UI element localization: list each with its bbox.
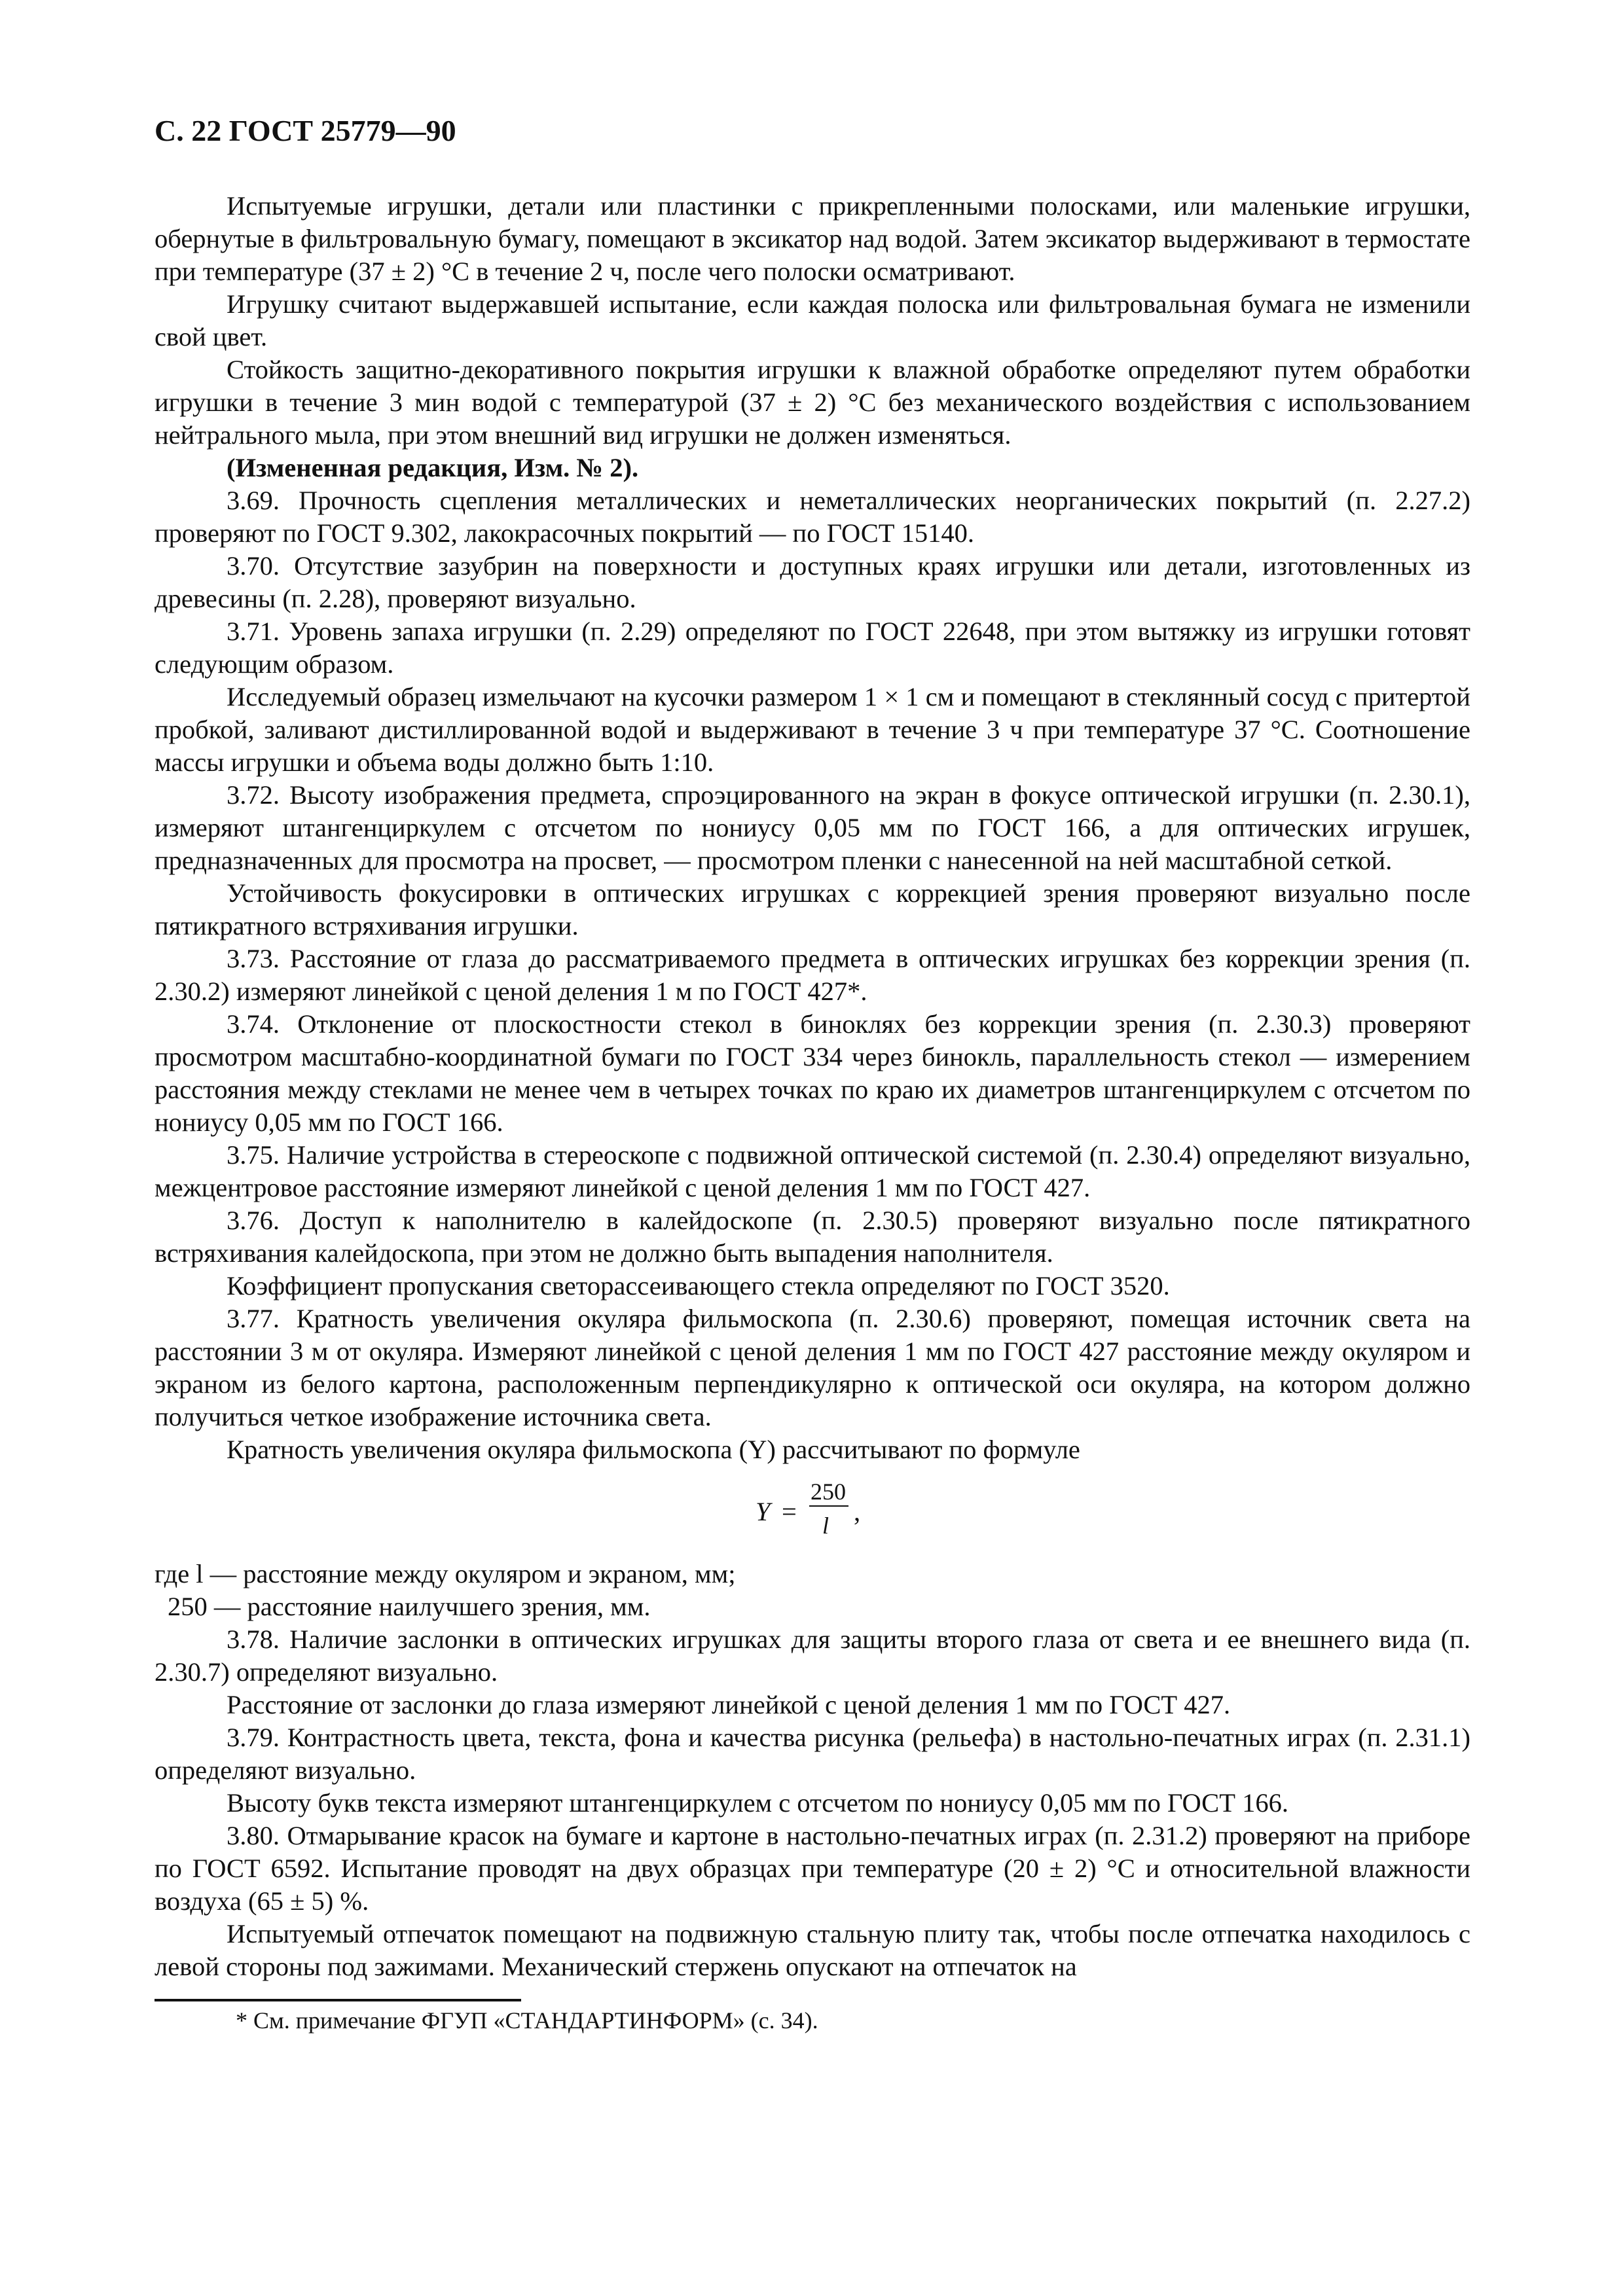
amendment-note-text: (Измененная редакция, Изм. № 2). (227, 453, 639, 482)
formula-legend-line: где l — расстояние между окуляром и экраном, мм; (155, 1559, 736, 1588)
magnification-formula (155, 1469, 1470, 1555)
formula-lhs: Y (756, 1497, 771, 1526)
clause-3-70: 3.70. Отсутствие зазубрин на поверхности и доступных краях игрушки или детали, изготовленных из древесины (п. 2.28), проверяют визуально. (155, 551, 1470, 613)
clause-3-79: 3.79. Контрастность цвета, текста, фона и качества рисунка (рельефа) в настольно-печатных играх (п. 2.31.1) определяют визуально. (155, 1723, 1470, 1785)
clause-3-74: 3.74. Отклонение от плоскостности стекол в биноклях без коррекции зрения (п. 2.30.3) проверяют просмотром масштабно-координатной бумаги по ГОСТ 334 через бинокль, параллельность стекол — измерением расстояния между стеклами не менее чем в четырех точках по краю их диаметров штангенциркулем с отсчетом по нониусу 0,05 мм по ГОСТ 166. (155, 1009, 1470, 1137)
paragraph: Испытуемый отпечаток помещают на подвижную стальную плиту так, чтобы после отпечатка находилось с левой стороны под зажимами. Механический стержень опускают на отпечаток на (155, 1919, 1470, 1981)
clause-3-80: 3.80. Отмарывание красок на бумаге и картоне в настольно-печатных играх (п. 2.31.2) проверяют на приборе по ГОСТ 6592. Испытание проводят на двух образцах при температуре (20 ± 2) °С и относительной влажности воздуха (65 ± 5) %. (155, 1821, 1470, 1916)
amendment-note (155, 452, 1470, 484)
formula-numerator: 250 (811, 1479, 846, 1505)
footnote-divider (155, 1999, 521, 2001)
paragraph: Игрушку считают выдержавшей испытание, если каждая полоска или фильтровальная бумага не изменили свой цвет. (155, 289, 1470, 351)
paragraph: Испытуемые игрушки, детали или пластинки с прикрепленными полосками, или маленькие игрушки, обернутые в фильтровальную бумагу, помещают в эксикатор над водой. Затем эксикатор выдерживают в термостате при температуре (37 ± 2) °С в течение 2 ч, после чего полоски осматривают. (155, 191, 1470, 286)
footnote: * См. примечание ФГУП «СТАНДАРТИНФОРМ» (с. 34). (236, 2007, 818, 2034)
clause-3-72: 3.72. Высоту изображения предмета, спроэцированного на экран в фокусе оптической игрушки (п. 2.30.1), измеряют штангенциркулем с отсчетом по нониусу 0,05 мм по ГОСТ 166, а для оптических игрушек, предназначенных для просмотра на просвет, — просмотром пленки с нанесенной на ней масштабной сеткой. (155, 780, 1470, 875)
paragraph: Устойчивость фокусировки в оптических игрушках с коррекцией зрения проверяют визуально после пятикратного встряхивания игрушки. (155, 878, 1470, 941)
formula-expression (756, 1469, 886, 1555)
paragraph: Стойкость защитно-декоративного покрытия игрушки к влажной обработке определяют путем обработки игрушки в течение 3 мин водой с температурой (37 ± 2) °С без механического воздействия с использованием нейтрального мыла, при этом внешний вид игрушки не должен изменяться. (155, 355, 1470, 450)
clause-3-69: 3.69. Прочность сцепления металлических и неметаллических неорганических покрытий (п. 2.27.2) проверяют по ГОСТ 9.302, лакокрасочных покрытий — по ГОСТ 15140. (155, 486, 1470, 548)
clause-3-77: 3.77. Кратность увеличения окуляра фильмоскопа (п. 2.30.6) проверяют, помещая источник света на расстоянии 3 м от окуляра. Измеряют линейкой с ценой деления 1 мм по ГОСТ 427 расстояние между окуляром и экраном из белого картона, расположенным перпендикулярно к оптической оси окуляра, на котором должно получиться четкое изображение источника света. (155, 1304, 1470, 1431)
paragraph: Исследуемый образец измельчают на кусочки размером 1 × 1 см и помещают в стеклянный сосуд с притертой пробкой, заливают дистиллированной водой и выдерживают в течение 3 ч при температуре 37 °С. Соотношение массы игрушки и объема воды должно быть 1:10. (155, 682, 1470, 777)
clause-3-71: 3.71. Уровень запаха игрушки (п. 2.29) определяют по ГОСТ 22648, при этом вытяжку из игрушки готовят следующим образом. (155, 617, 1470, 679)
fraction-bar (809, 1505, 848, 1507)
clause-3-76: 3.76. Доступ к наполнителю в калейдоскопе (п. 2.30.5) проверяют визуально после пятикратного встряхивания калейдоскопа, при этом не должно быть выпадения наполнителя. (155, 1206, 1470, 1268)
formula-trailing-comma: , (854, 1497, 861, 1526)
clause-3-75: 3.75. Наличие устройства в стереоскопе с подвижной оптической системой (п. 2.30.4) определяют визуально, межцентровое расстояние измеряют линейкой с ценой деления 1 мм по ГОСТ 427. (155, 1140, 1470, 1202)
paragraph: Высоту букв текста измеряют штангенциркулем с отсчетом по нониусу 0,05 мм по ГОСТ 166. (227, 1788, 1288, 1818)
paragraph: Коэффициент пропускания светорассеивающего стекла определяют по ГОСТ 3520. (227, 1271, 1170, 1300)
page-header: С. 22 ГОСТ 25779—90 (155, 114, 456, 147)
clause-3-78: 3.78. Наличие заслонки в оптических игрушках для защиты второго глаза от света и ее внешнего вида (п. 2.30.7) определяют визуально. (155, 1624, 1470, 1687)
formula-denominator: l (822, 1513, 830, 1539)
clause-3-73: 3.73. Расстояние от глаза до рассматриваемого предмета в оптических игрушках без коррекции зрения (п. 2.30.2) измеряют линейкой с ценой деления 1 м по ГОСТ 427*. (155, 944, 1470, 1006)
document-body (155, 190, 1470, 1983)
formula-equals: = (782, 1497, 797, 1526)
paragraph: Расстояние от заслонки до глаза измеряют линейкой с ценой деления 1 мм по ГОСТ 427. (227, 1690, 1231, 1719)
paragraph: Кратность увеличения окуляра фильмоскопа (Y) рассчитывают по формуле (227, 1435, 1080, 1464)
formula-legend-line: 250 — расстояние наилучшего зрения, мм. (168, 1592, 651, 1621)
